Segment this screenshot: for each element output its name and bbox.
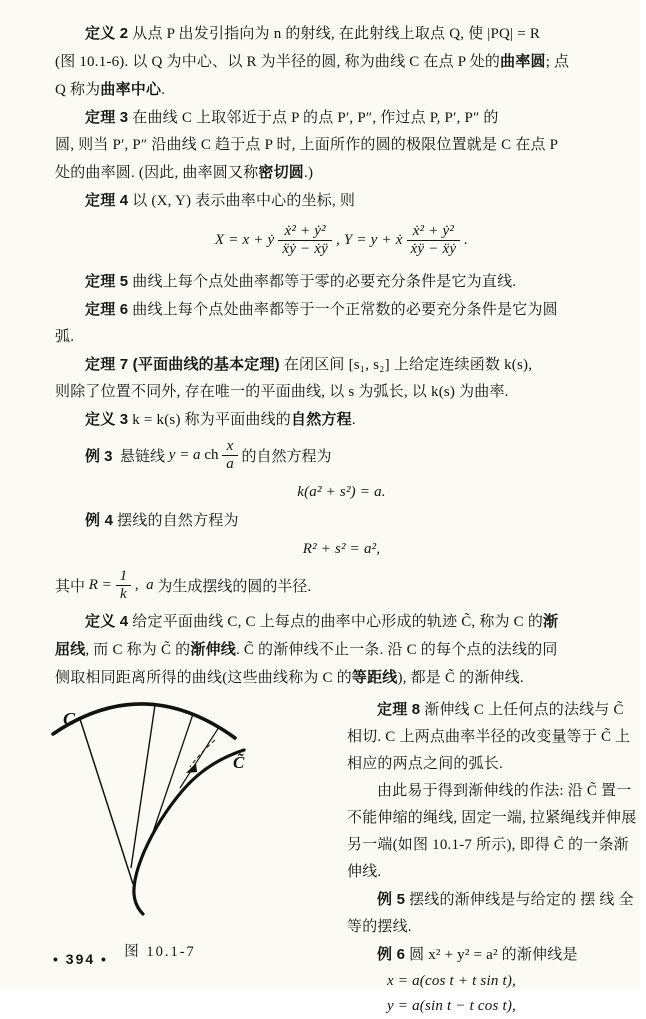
- text-segment: , 而 C 称为 C̃ 的: [85, 641, 191, 658]
- text-segment: 处的曲率圆. (因此, 曲率圆又称: [55, 165, 259, 181]
- fraction: [116, 568, 132, 604]
- page-number: • 394 •: [53, 951, 108, 967]
- bold-term: 定理 7 (平面曲线的基本定理): [85, 355, 280, 373]
- text-line: [347, 886, 636, 914]
- text-segment: 等的摆线.: [347, 918, 412, 935]
- text-segment: ch: [200, 447, 223, 463]
- bold-term: 定义 3: [85, 410, 129, 428]
- formula-curvature-center: [55, 223, 628, 259]
- formula-catenary: k(a² + s²) = a.: [297, 483, 386, 500]
- curve-c-label: C: [63, 708, 76, 729]
- text-line: [55, 324, 628, 351]
- fraction: [222, 438, 238, 474]
- bold-term: 等距线: [351, 668, 398, 686]
- fraction-numerator: ẋ² + ẏ²: [407, 223, 461, 241]
- figure-column: [55, 696, 347, 1019]
- text-line: [347, 751, 636, 778]
- text-line: [55, 507, 628, 535]
- fraction-denominator: ẋÿ − ẍẏ: [410, 241, 457, 258]
- text-line: [347, 941, 636, 969]
- text-segment: ; 点: [545, 54, 570, 70]
- fraction-numerator: 1: [116, 568, 132, 586]
- text-line: [55, 296, 628, 324]
- fraction-denominator: ẍẏ − ẋÿ: [282, 241, 329, 258]
- text-line: [55, 20, 628, 48]
- text-segment: 摆线的渐伸线是与给定的 摆 线 全: [405, 891, 634, 908]
- text-line: [347, 859, 636, 886]
- right-text-column: [347, 696, 646, 1019]
- text-segment: 在闭区间 [s₁, s₂] 上给定连续函数 k(s),: [279, 356, 533, 373]
- bold-term: 定理 3: [85, 109, 129, 126]
- bold-term: 定义 4: [85, 612, 129, 630]
- paragraph-group-d: [55, 608, 628, 692]
- figure-involute-svg: [47, 696, 319, 936]
- fraction: [407, 223, 461, 259]
- text-segment: 弧.: [55, 328, 75, 345]
- text-segment: .): [304, 165, 314, 181]
- text-segment: 则除了位置不同外, 存在唯一的平面曲线, 以 s 为弧长, 以 k(s) 为曲率.: [55, 383, 509, 400]
- bold-term: 例 5: [377, 890, 406, 908]
- text-line: [55, 48, 628, 76]
- text-line: [55, 608, 628, 636]
- text-segment: x = a(cos t + t sin t),: [387, 972, 516, 989]
- text-segment: 渐伸线 C 上任何点的法线与 C̃: [420, 701, 624, 718]
- text-segment: .: [351, 411, 356, 428]
- text-line: [347, 832, 636, 859]
- tangent-line-2: [131, 705, 155, 868]
- text-segment: Q 称为: [55, 82, 101, 98]
- figure-caption: 图 10.1-7: [124, 943, 196, 960]
- text-segment: 以 (X, Y) 表示曲率中心的坐标, 则: [128, 193, 356, 209]
- text-line: [55, 664, 628, 692]
- text-line: [55, 104, 628, 132]
- text-line: [55, 76, 628, 104]
- bottom-section: [55, 696, 637, 1019]
- text-segment: 在曲线 C 上取邻近于点 P 的点 P′, P″, 作过点 P, P′, P″ 的: [128, 110, 499, 126]
- tangent-line-1: [80, 719, 133, 884]
- unwind-arrowhead-icon: [186, 763, 197, 773]
- example-3-label: 例 3: [85, 448, 113, 465]
- formula-cycloid: R² + s² = a²,: [302, 540, 381, 557]
- bold-term: 定理 4: [85, 192, 129, 209]
- fraction-numerator: ẋ² + ẏ²: [278, 223, 332, 241]
- bold-term: 定义 2: [85, 25, 129, 42]
- text-segment: 伸线.: [347, 863, 382, 880]
- math-segment: y = a: [168, 447, 201, 463]
- curve-c-tilde-label: C̃: [233, 752, 245, 772]
- text-segment: (图 10.1-6). 以 Q 为中心、以 R 为半径的圆, 称为曲线 C 在点 P 处的: [55, 54, 501, 70]
- math-segment: a: [146, 577, 154, 593]
- bold-term: 自然方程: [291, 410, 352, 428]
- paragraph-group-c: [55, 507, 628, 535]
- text-line: [347, 724, 636, 751]
- radius-note-line: [55, 564, 628, 608]
- bold-term: 定理 6: [85, 300, 129, 318]
- text-segment: 为生成摆线的圆的半径.: [153, 579, 312, 595]
- text-line: [347, 994, 636, 1019]
- text-line: [55, 268, 628, 296]
- text-segment: 曲线上每个点处曲率都等于一个正常数的必要充分条件是它为圆: [128, 301, 558, 318]
- text-segment: 相切. C 上两点曲率半径的改变量等于 C̃ 上: [347, 728, 631, 745]
- text-line: [347, 914, 636, 941]
- formula-text: X = x + ẏ: [214, 232, 279, 249]
- paragraph-group-b: [55, 268, 628, 434]
- text-line: [347, 805, 636, 832]
- formula-text: .: [460, 232, 469, 249]
- bold-term: 定理 8: [377, 700, 421, 718]
- text-segment: . C̃ 的渐伸线不止一条. 沿 C 的每个点的法线的同: [235, 641, 558, 658]
- fraction-numerator: x: [222, 438, 238, 456]
- text-segment: 侧取相同距离所得的曲线(这些曲线称为 C 的: [55, 669, 352, 686]
- text-segment: k = k(s) 称为平面曲线的: [128, 411, 292, 428]
- text-segment: 另一端(如图 10.1-7 所示), 即得 C̃ 的一条渐: [347, 836, 629, 853]
- text-segment: .: [161, 82, 166, 98]
- text-line: [55, 187, 628, 215]
- text-line: [55, 159, 628, 187]
- text-line: [55, 132, 628, 159]
- paragraph-group-a: [55, 20, 628, 215]
- text-line: [347, 696, 636, 724]
- math-segment: R =: [88, 577, 116, 593]
- text-segment: y = a(sin t − t cos t),: [387, 997, 516, 1014]
- bold-term: 密切圆: [258, 164, 305, 181]
- text-line: [55, 351, 628, 379]
- bold-term: 曲率中心: [100, 81, 162, 98]
- text-segment: ,: [131, 577, 147, 593]
- formula-text: , Y = y + ẋ: [332, 232, 407, 249]
- text-segment: 圆, 则当 P′, P″ 沿曲线 C 趋于点 P 时, 上面所作的圆的极限位置就是 C 在点 P: [55, 137, 559, 153]
- text-line: [347, 778, 636, 805]
- bold-term: 屈线: [55, 640, 86, 658]
- text-segment: 相应的两点之间的弧长.: [347, 755, 503, 772]
- tangent-line-3: [151, 714, 193, 838]
- text-segment: ), 都是 C̃ 的渐伸线.: [397, 669, 524, 686]
- text-segment: 摆线的自然方程为: [113, 512, 239, 529]
- bold-term: 例 6: [377, 945, 406, 963]
- text-line: [55, 636, 628, 664]
- text-segment: 圆 x² + y² = a² 的渐伸线是: [405, 946, 578, 963]
- text-line: [55, 406, 628, 434]
- fraction-denominator: k: [119, 586, 127, 602]
- text-line: [55, 379, 628, 406]
- text-segment: 不能伸缩的绳线, 固定一端, 拉紧绳线并伸展: [347, 809, 637, 826]
- example-3-line: [55, 434, 628, 478]
- text-segment: 曲线上每个点处曲率都等于零的必要充分条件是它为直线.: [128, 273, 517, 290]
- fraction-denominator: a: [226, 456, 234, 472]
- bold-term: 渐伸线: [190, 640, 236, 658]
- text-segment: 的自然方程为: [237, 449, 332, 465]
- fraction: [278, 223, 332, 259]
- text-segment: 由此易于得到渐伸线的作法: 沿 C̃ 置一: [377, 782, 632, 799]
- bold-term: 定理 5: [85, 272, 129, 290]
- text-segment: 从点 P 出发引指向为 n 的射线, 在此射线上取点 Q, 使 |PQ| = R: [128, 26, 541, 42]
- text-segment: 悬链线: [112, 449, 169, 465]
- bold-term: 渐: [543, 612, 559, 630]
- bold-term: 例 4: [85, 511, 114, 529]
- text-segment: 其中: [55, 579, 89, 595]
- text-segment: 给定平面曲线 C, C 上每点的曲率中心形成的轨迹 C̃, 称为 C 的: [128, 613, 544, 630]
- text-line: [347, 969, 636, 994]
- bold-term: 曲率圆: [500, 53, 546, 70]
